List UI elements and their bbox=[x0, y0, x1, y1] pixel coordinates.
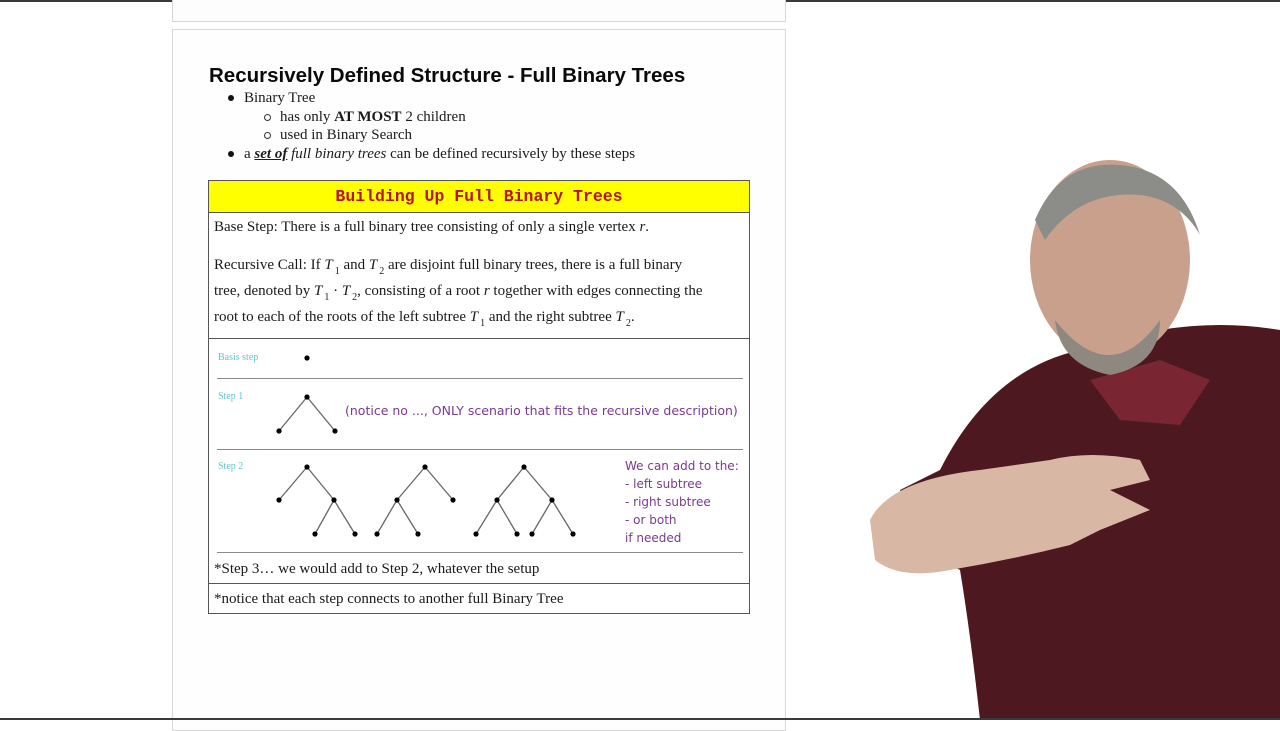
step3-text: *Step 3… we would add to Step 2, whatever the setup bbox=[214, 561, 540, 577]
recursive-line-3: root to each of the roots of the left subtree T $_1$ and the right subtree T $_2$. bbox=[214, 309, 635, 329]
divider bbox=[209, 583, 749, 584]
recursive-line-1: Recursive Call: If T $_1$ and T $_2$ are disjoint full binary trees, there is a full binary bbox=[214, 257, 683, 277]
bullet-binary-tree: Binary Tree bbox=[228, 89, 635, 108]
bullet-at-most-two: has only AT MOST 2 children bbox=[228, 108, 635, 127]
presenter-video bbox=[860, 150, 1280, 720]
tree-diagrams bbox=[209, 181, 749, 613]
step1-note: (notice no ..., ONLY scenario that fits the recursive description) bbox=[345, 403, 738, 418]
box-header: Building Up Full Binary Trees bbox=[209, 181, 749, 213]
step2-notes: We can add to the: - left subtree - right subtree - or both if needed bbox=[625, 459, 739, 545]
recursive-line-2: tree, denoted by T $_1$ · T $_2$, consisting of a root r together with edges connecting the bbox=[214, 283, 703, 303]
page-title: Recursively Defined Structure - Full Binary Trees bbox=[209, 64, 686, 87]
previous-page bbox=[172, 0, 786, 22]
definition-box bbox=[208, 180, 750, 614]
base-step-text: Base Step: There is a full binary tree consisting of only a single vertex r. bbox=[214, 219, 650, 235]
bullet-set-of-trees: a set of full binary trees can be defined recursively by these steps bbox=[228, 145, 635, 164]
bullet-list bbox=[228, 89, 635, 163]
step1-label: Step 1 bbox=[218, 391, 244, 402]
divider bbox=[217, 552, 743, 553]
basis-step-label: Basis step bbox=[218, 352, 259, 363]
step2-label: Step 2 bbox=[218, 461, 244, 472]
footer-note: *notice that each step connects to another full Binary Tree bbox=[214, 591, 564, 607]
bullet-binary-search: used in Binary Search bbox=[228, 126, 635, 145]
